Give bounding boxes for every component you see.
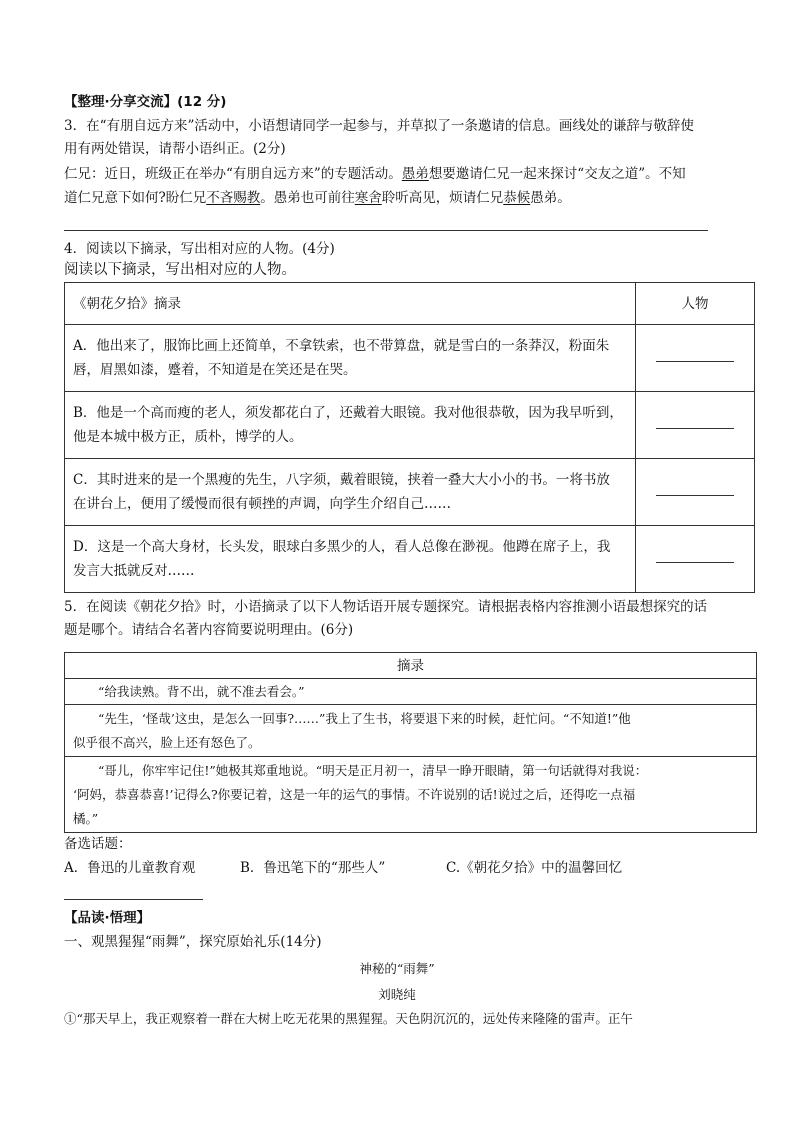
q3-text-line2: 用有两处错误，请帮小语纠正。(2分) xyxy=(64,141,286,157)
q5-table-header: 摘录 xyxy=(65,653,757,679)
q4-row-b-line2: 他是本城中极方正，质朴，博学的人。 xyxy=(73,429,303,445)
q3-msg-part: 道仁兄意下如何?盼仁兄 xyxy=(64,190,207,206)
q4-text-line1: 4．阅读以下摘录，写出相对应的人物。(4分) xyxy=(64,241,335,257)
option-c: C.《朝花夕拾》中的温馨回忆 xyxy=(446,860,623,876)
q3-msg-part: 愚弟。 xyxy=(530,190,571,206)
part1-title: 一、观黑猩猩“雨舞”，探究原始礼乐(14分) xyxy=(64,934,322,950)
q5-row-2-line2: 似乎很不高兴，脸上还有怒色了。 xyxy=(73,734,261,750)
article-title: 神秘的“雨舞” xyxy=(359,961,435,976)
article-author: 刘晓纯 xyxy=(378,987,416,1002)
q4-row-d-line2: 发言大抵就反对…… xyxy=(73,563,195,579)
q4-row-d xyxy=(65,526,636,593)
q5-row-3-line3: 橘。” xyxy=(73,810,99,826)
q5-text-line1: 5．在阅读《朝花夕拾》时，小语摘录了以下人物话语开展专题探究。请根据表格内容推测小语最想探究的话 xyxy=(64,599,708,615)
q4-row-b xyxy=(65,392,636,459)
answer-line xyxy=(64,230,708,231)
section-divider xyxy=(64,899,203,900)
q5-row-1: “给我读熟。背不出，就不准去看会。” xyxy=(65,679,757,705)
section-heading-reading: 【品读·悟理】 xyxy=(64,910,151,926)
q5-options-label: 备选话题： xyxy=(64,836,132,852)
q5-options xyxy=(64,858,622,878)
q4-row-c xyxy=(65,459,636,526)
q3-underlined-word: 寒舍 xyxy=(354,190,382,206)
q4-table xyxy=(64,282,755,593)
q3-underlined-word: 恭候 xyxy=(503,190,531,206)
q5-row-3-line2: ‘阿妈，恭喜恭喜!’记得么?你要记着，这是一年的运气的事情。不许说别的话!说过之后，还得吃一点福 xyxy=(73,786,636,802)
q4-row-a-line1: A．他出来了，服饰比画上还简单，不拿铁索，也不带算盘，就是雪白的一条莽汉，粉面朱 xyxy=(73,338,610,354)
section-heading-share: 【整理·分享交流】(12 分) xyxy=(64,94,227,110)
q3-msg-part: 聆听高见，烦请仁兄 xyxy=(381,190,504,206)
q4-col-person-header: 人物 xyxy=(636,283,755,325)
q5-text-line2: 题是哪个。请结合名著内容简要说明理由。(6分) xyxy=(64,622,354,638)
answer-blank-a[interactable] xyxy=(656,347,734,362)
q4-row-c-line2: 在讲台上，便用了缓慢而很有顿挫的声调，向学生介绍自己…… xyxy=(73,496,451,512)
q4-row-d-line1: D．这是一个高大身材，长头发，眼球白多黑少的人，看人总像在渺视。他蹲在席子上，我 xyxy=(73,539,611,555)
q4-row-c-line1: C．其时进来的是一个黑瘦的先生，八字须，戴着眼镜，挟着一叠大大小小的书。一将书放 xyxy=(73,472,610,488)
q5-table xyxy=(64,652,757,833)
option-b: B．鲁迅笔下的“那些人” xyxy=(240,860,386,876)
q3-underlined-word: 不吝赐教 xyxy=(206,190,261,206)
q4-row-a-line2: 唇，眉黑如漆，蹙着，不知道是在笑还是在哭。 xyxy=(73,362,357,378)
answer-blank-b[interactable] xyxy=(656,414,734,429)
article-paragraph-1: ①“那天早上，我正观察着一群在大树上吃无花果的黑猩猩。天色阴沉沉的，远处传来隆隆的雷声。正午 xyxy=(64,1011,633,1026)
q4-col-excerpt-header: 《朝花夕拾》摘录 xyxy=(65,283,636,325)
q3-msg-part: 。愚弟也可前往 xyxy=(260,190,355,206)
q4-row-b-line1: B．他是一个高而瘦的老人，须发都花白了，还戴着大眼镜。我对他很恭敬，因为我早听到， xyxy=(73,405,623,421)
option-a: A．鲁迅的儿童教育观 xyxy=(64,860,196,876)
q5-row-2 xyxy=(65,705,757,757)
q3-message-line1 xyxy=(64,164,686,184)
q3-msg-part: 想要邀请仁兄一起来探讨“交友之道”。不知 xyxy=(428,166,686,182)
q3-message-line2 xyxy=(64,188,571,208)
q3-msg-part: 仁兄：近日，班级正在举办“有朋自远方来”的专题活动。 xyxy=(64,166,402,182)
q4-text-line2: 阅读以下摘录，写出相对应的人物。 xyxy=(64,262,296,278)
q3-text-line1: 3．在“有朋自远方来”活动中，小语想请同学一起参与，并草拟了一条邀请的信息。画线处的谦辞与敬辞使 xyxy=(64,118,694,134)
q5-row-3 xyxy=(65,757,757,833)
q5-row-2-line1: “先生，‘怪哉’这虫，是怎么一回事?……”我上了生书，将要退下来的时候，赶忙问。“不知道!”他 xyxy=(98,710,631,726)
q4-row-a xyxy=(65,325,636,392)
answer-blank-d[interactable] xyxy=(656,548,734,563)
q5-row-3-line1: “哥儿，你牢牢记住!”她极其郑重地说。“明天是正月初一，清早一睁开眼睛，第一句话就得对我说： xyxy=(98,762,648,778)
answer-blank-c[interactable] xyxy=(656,481,734,496)
q3-underlined-word: 愚弟 xyxy=(401,166,429,182)
